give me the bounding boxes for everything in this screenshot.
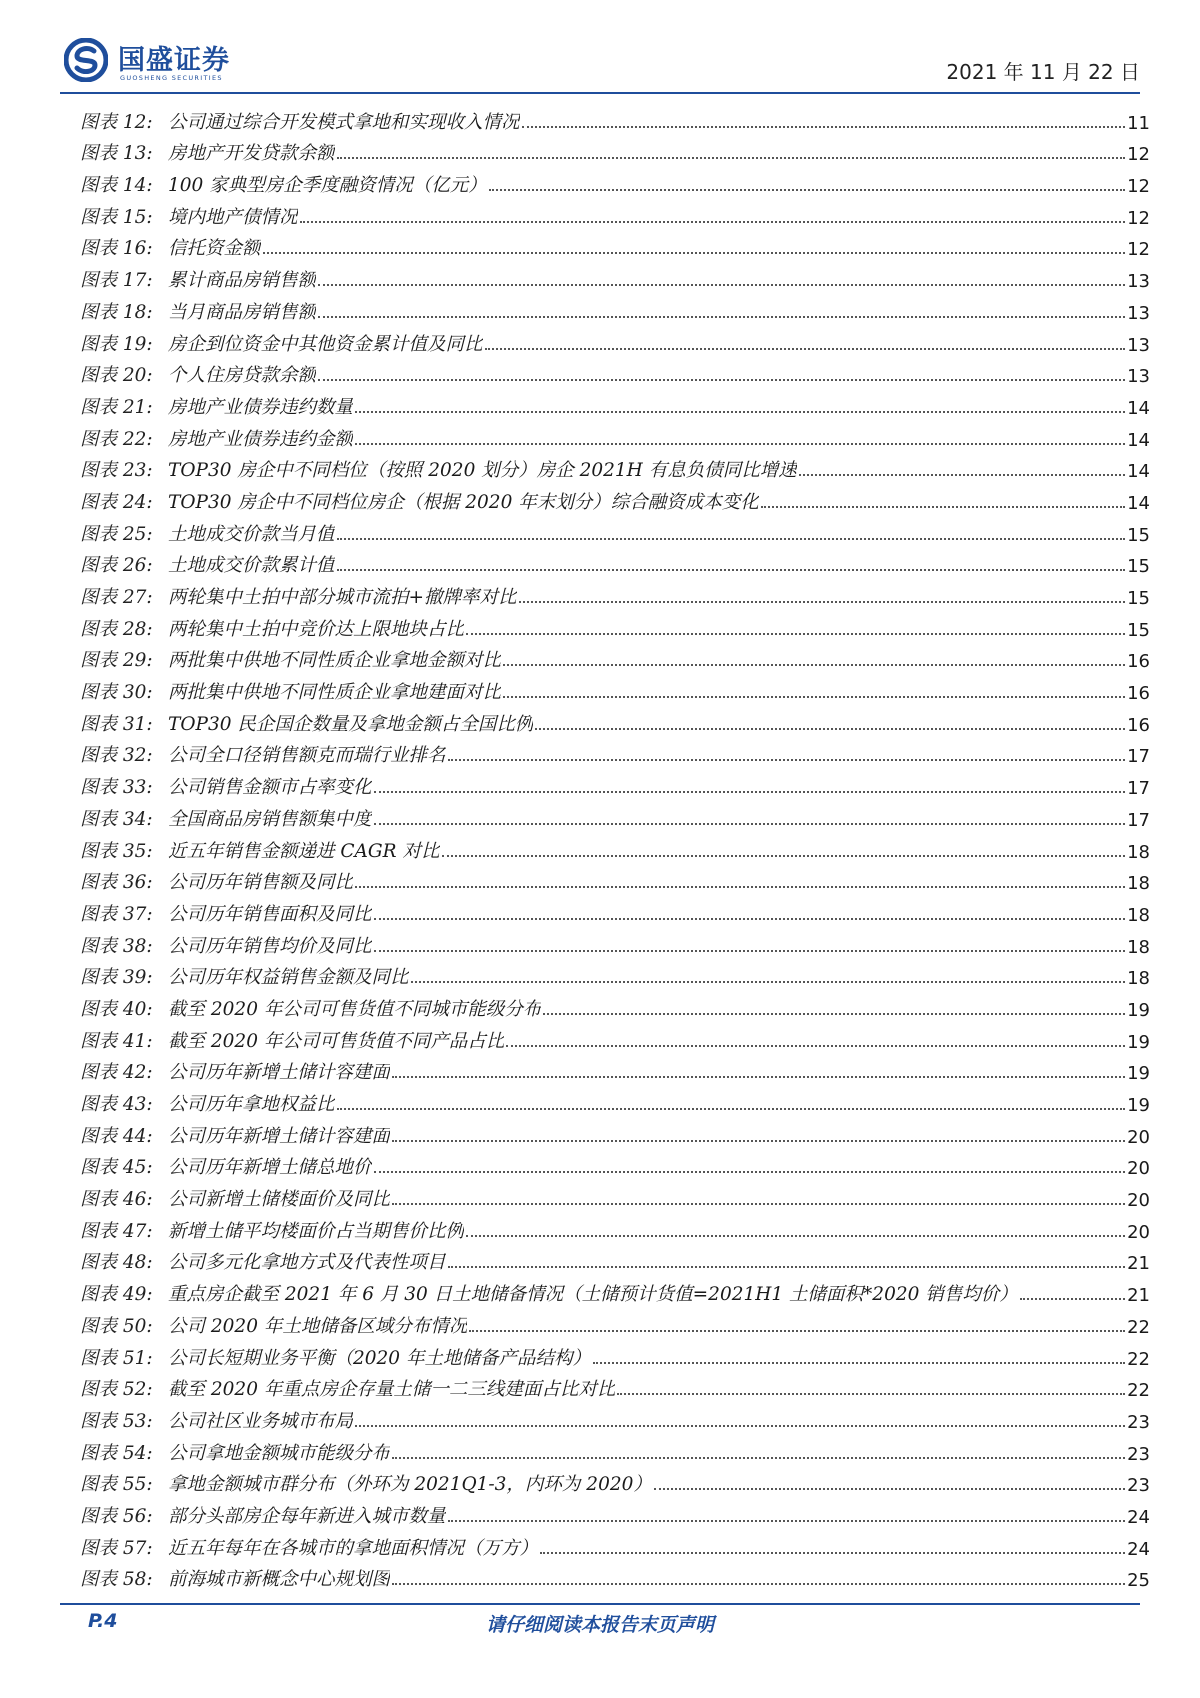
toc-entry-title: 公司通过综合开发模式拿地和实现收入情况 [168,111,520,133]
toc-entry[interactable] [80,1084,1150,1116]
toc-entry-title: 当月商品房销售额 [168,301,317,323]
toc-entry-label: 图表 28: [80,618,153,640]
toc-leader-dots [503,696,1125,698]
toc-entry-label: 图表 23: [80,460,153,482]
toc-leader-dots [503,664,1125,666]
toc-entry[interactable] [80,609,1150,641]
toc-entry-page: 13 [1127,271,1150,293]
toc-entry-title: 公司历年新增土储总地价 [168,1157,372,1179]
toc-entry-title: 公司销售金额市占率变化 [168,777,372,799]
toc-entry-title: 重点房企截至 2021 年 6 月 30 日土地储备情况（土储预计货值=2021H1 土储面积*2020 销售均价） [168,1284,1018,1306]
toc-entry-title: 公司长短期业务平衡（2020 年土地储备产品结构） [168,1347,591,1369]
toc-entry-label: 图表 54: [80,1442,153,1464]
toc-entry-label: 图表 27: [80,587,153,608]
toc-entry-page: 16 [1127,714,1150,736]
toc-entry-title: 新增土储平均楼面价占当期售价比例 [168,1220,465,1242]
toc-entry[interactable] [80,451,1150,483]
toc-leader-dots [617,1393,1125,1395]
toc-entry[interactable] [80,292,1150,324]
toc-entry[interactable] [80,1370,1150,1402]
toc-entry-page: 15 [1127,524,1150,546]
toc-entry-label: 图表 41: [80,1030,153,1052]
page-number: P.4 [88,1610,118,1632]
toc-entry-label: 图表 26: [80,555,153,577]
toc-entry[interactable] [80,641,1150,673]
figure-list [80,102,1150,1591]
toc-entry-page: 23 [1127,1475,1150,1497]
toc-entry[interactable] [80,1053,1150,1085]
toc-entry[interactable] [80,1338,1150,1370]
toc-entry[interactable] [80,1496,1150,1528]
toc-entry-label: 图表 20: [80,365,153,387]
footer-disclaimer: 请仔细阅读本报告末页声明 [485,1614,714,1636]
toc-leader-dots [448,1266,1126,1268]
toc-entry-label: 图表 40: [80,998,153,1020]
toc-entry-page: 14 [1127,397,1150,419]
toc-entry-label: 图表 38: [80,935,153,957]
toc-leader-dots [442,855,1126,857]
toc-entry-page: 21 [1127,1285,1150,1307]
toc-entry[interactable] [80,419,1150,451]
toc-entry[interactable] [80,1148,1150,1180]
toc-entry[interactable] [80,260,1150,292]
toc-entry-page: 19 [1127,1063,1150,1085]
toc-entry-label: 图表 51: [80,1347,153,1369]
toc-entry-label: 图表 25: [80,523,153,545]
toc-leader-dots [519,601,1126,603]
toc-entry[interactable] [80,704,1150,736]
toc-entry-label: 图表 50: [80,1315,153,1337]
toc-entry-label: 图表 24: [80,491,153,513]
toc-leader-dots [522,126,1126,128]
toc-entry-page: 23 [1127,1443,1150,1465]
toc-entry[interactable] [80,1401,1150,1433]
toc-entry-title: 两批集中供地不同性质企业拿地金额对比 [168,650,502,672]
toc-entry-title: 累计商品房销售额 [168,270,317,292]
toc-leader-dots [411,981,1126,983]
toc-leader-dots [761,506,1125,508]
toc-entry-page: 20 [1127,1190,1150,1212]
toc-entry-page: 19 [1127,1031,1150,1053]
toc-leader-dots [506,1045,1125,1047]
toc-leader-dots [355,1425,1125,1427]
toc-entry-title: 公司新增土储楼面价及同比 [168,1189,391,1211]
toc-entry-title: 拿地金额城市群分布（外环为 2021Q1-3，内环为 2020） [168,1474,652,1496]
toc-leader-dots [374,918,1126,920]
toc-leader-dots [318,316,1125,318]
toc-entry-page: 17 [1127,809,1150,831]
toc-entry-label: 图表 22: [80,428,153,450]
toc-entry-title: 全国商品房销售额集中度 [168,808,372,830]
toc-entry-title: 公司历年新增土储计容建面 [168,1125,391,1147]
toc-entry-label: 图表 37: [80,903,153,925]
toc-entry-page: 17 [1127,778,1150,800]
toc-entry-label: 图表 52: [80,1379,153,1401]
toc-entry-title: 近五年销售金额递进 CAGR 对比 [168,840,440,862]
guosheng-logo-icon [64,38,108,82]
toc-entry[interactable] [80,1179,1150,1211]
toc-leader-dots [355,443,1125,445]
toc-leader-dots [799,474,1125,476]
toc-entry-title: 公司历年权益销售金额及同比 [168,967,409,989]
toc-entry-page: 13 [1127,334,1150,356]
toc-entry-page: 24 [1127,1538,1150,1560]
toc-entry[interactable] [80,831,1150,863]
toc-leader-dots [355,886,1125,888]
toc-entry-page: 20 [1127,1126,1150,1148]
toc-entry-title: 近五年每年在各城市的拿地面积情况（万方） [168,1537,539,1559]
toc-entry-label: 图表 39: [80,967,153,989]
toc-entry[interactable] [80,165,1150,197]
toc-leader-dots [355,411,1125,413]
toc-entry-page: 19 [1127,999,1150,1021]
toc-leader-dots [392,1203,1125,1205]
toc-entry-label: 图表 55: [80,1474,153,1496]
toc-entry-title: 公司全口径销售额克而瑞行业排名 [168,745,446,767]
toc-entry-label: 图表 57: [80,1537,153,1559]
toc-entry[interactable] [80,799,1150,831]
toc-entry-label: 图表 31: [80,713,153,735]
toc-entry[interactable] [80,1243,1150,1275]
toc-entry-page: 16 [1127,651,1150,673]
toc-entry-page: 15 [1127,619,1150,641]
toc-leader-dots [1020,1298,1125,1300]
toc-entry-title: 个人住房贷款余额 [168,365,317,387]
toc-entry[interactable] [80,197,1150,229]
page-header [60,34,1140,90]
toc-entry-page: 15 [1127,556,1150,578]
toc-entry[interactable] [80,577,1150,609]
toc-entry-label: 图表 14: [80,175,153,197]
toc-leader-dots [374,823,1126,825]
toc-entry-label: 图表 19: [80,333,153,355]
toc-entry[interactable] [80,958,1150,990]
toc-entry-label: 图表 29: [80,650,153,672]
toc-leader-dots [392,1140,1125,1142]
toc-entry-title: 截至 2020 年重点房企存量土储一二三线建面占比对比 [168,1379,616,1401]
toc-entry-label: 图表 33: [80,777,153,799]
toc-leader-dots [593,1362,1125,1364]
toc-entry[interactable] [80,1021,1150,1053]
toc-leader-dots [448,759,1126,761]
toc-entry-page: 14 [1127,429,1150,451]
toc-leader-dots [543,1013,1125,1015]
toc-entry-title: 截至 2020 年公司可售货值不同产品占比 [168,1030,505,1052]
toc-entry-label: 图表 21: [80,396,153,418]
toc-entry-label: 图表 36: [80,872,153,894]
toc-entry-label: 图表 18: [80,301,153,323]
toc-entry-label: 图表 49: [80,1284,153,1306]
toc-entry-label: 图表 58: [80,1569,153,1591]
toc-entry-title: 公司历年销售额及同比 [168,872,354,894]
toc-entry-title: TOP30 民企国企数量及拿地金额占全国比例 [168,713,534,735]
toc-entry-title: 公司多元化拿地方式及代表性项目 [168,1252,446,1274]
toc-leader-dots [448,1520,1126,1522]
toc-entry-page: 15 [1127,588,1150,609]
toc-entry-page: 18 [1127,936,1150,958]
toc-leader-dots [318,284,1125,286]
toc-entry[interactable] [80,863,1150,895]
toc-entry[interactable] [80,1560,1150,1592]
toc-entry[interactable] [80,229,1150,261]
toc-leader-dots [337,569,1126,571]
toc-entry-label: 图表 42: [80,1062,153,1084]
toc-entry-label: 图表 43: [80,1094,153,1115]
toc-entry-page: 25 [1127,1570,1150,1592]
toc-entry-title: 公司历年新增土储计容建面 [168,1062,391,1084]
toc-entry-page: 14 [1127,461,1150,483]
toc-entry-label: 图表 13: [80,143,153,165]
toc-leader-dots [300,221,1126,223]
toc-entry-label: 图表 48: [80,1252,153,1274]
toc-leader-dots [485,348,1126,350]
toc-entry-title: 部分头部房企每年新进入城市数量 [168,1505,446,1527]
toc-entry-page: 22 [1127,1348,1150,1370]
toc-entry-title: 公司拿地金额城市能级分布 [168,1442,391,1464]
toc-leader-dots [392,1076,1125,1078]
toc-entry-title: TOP30 房企中不同档位房企（根据 2020 年末划分）综合融资成本变化 [168,491,759,513]
toc-entry-page: 21 [1127,1253,1150,1275]
toc-entry-label: 图表 35: [80,840,153,862]
toc-entry-title: 前海城市新概念中心规划图 [168,1569,391,1591]
toc-entry[interactable] [80,356,1150,388]
toc-entry-title: 两批集中供地不同性质企业拿地建面对比 [168,682,502,704]
toc-entry[interactable] [80,894,1150,926]
toc-leader-dots [337,538,1126,540]
toc-entry-title: 房地产业债券违约金额 [168,428,354,450]
toc-entry-label: 图表 17: [80,270,153,292]
toc-entry-page: 18 [1127,904,1150,926]
toc-entry[interactable] [80,1306,1150,1338]
toc-entry-title: TOP30 房企中不同档位（按照 2020 划分）房企 2021H 有息负债同比增速 [168,460,797,482]
toc-entry-title: 公司历年销售均价及同比 [168,935,372,957]
toc-leader-dots [654,1488,1125,1490]
toc-entry-label: 图表 45: [80,1157,153,1179]
toc-leader-dots [540,1552,1125,1554]
toc-entry-page: 23 [1127,1411,1150,1433]
toc-entry[interactable] [80,102,1150,134]
toc-entry-title: 公司社区业务城市布局 [168,1410,354,1432]
toc-entry[interactable] [80,1274,1150,1306]
toc-leader-dots [374,1171,1126,1173]
footer-divider [60,1603,1140,1605]
toc-leader-dots [535,728,1125,730]
toc-entry-page: 12 [1127,239,1150,261]
toc-entry-title: 两轮集中土拍中竞价达上限地块占比 [168,618,465,640]
toc-entry-page: 18 [1127,968,1150,990]
toc-entry-title: 截至 2020 年公司可售货值不同城市能级分布 [168,998,542,1020]
toc-entry[interactable] [80,736,1150,768]
toc-leader-dots [489,189,1125,191]
toc-entry[interactable] [80,1528,1150,1560]
toc-leader-dots [374,950,1126,952]
toc-entry[interactable] [80,387,1150,419]
toc-entry[interactable] [80,926,1150,958]
toc-entry-label: 图表 34: [80,808,153,830]
toc-entry-title: 100 家典型房企季度融资情况（亿元） [168,175,487,197]
toc-entry-label: 图表 53: [80,1410,153,1432]
toc-entry[interactable] [80,672,1150,704]
toc-entry[interactable] [80,1211,1150,1243]
report-date: 2021 年 11 月 22 日 [946,60,1140,84]
toc-leader-dots [374,791,1126,793]
brand-name-cn: 国盛证券 [118,45,230,76]
toc-entry-page: 12 [1127,176,1150,198]
toc-entry[interactable] [80,482,1150,514]
toc-leader-dots [469,1330,1125,1332]
toc-entry-label: 图表 30: [80,682,153,704]
toc-entry-label: 图表 46: [80,1189,153,1211]
toc-leader-dots [318,379,1125,381]
toc-entry-page: 17 [1127,746,1150,768]
toc-entry-page: 20 [1127,1221,1150,1243]
toc-entry-page: 19 [1127,1095,1150,1116]
toc-entry-title: 土地成交价款累计值 [168,555,335,577]
toc-entry-page: 11 [1127,112,1150,134]
toc-entry-label: 图表 47: [80,1220,153,1242]
toc-entry[interactable] [80,767,1150,799]
toc-entry-title: 两轮集中土拍中部分城市流拍+撤牌率对比 [168,587,517,608]
toc-entry-page: 22 [1127,1316,1150,1338]
toc-entry-title: 境内地产债情况 [168,206,298,228]
toc-entry-label: 图表 32: [80,745,153,767]
toc-entry[interactable] [80,989,1150,1021]
toc-entry-title: 公司历年销售面积及同比 [168,903,372,925]
toc-entry[interactable] [80,1465,1150,1497]
toc-entry-title: 房地产业债券违约数量 [168,396,354,418]
toc-leader-dots [392,1457,1125,1459]
toc-entry-label: 图表 56: [80,1505,153,1527]
toc-entry-label: 图表 16: [80,238,153,260]
toc-entry[interactable] [80,546,1150,578]
toc-leader-dots [337,157,1126,159]
brand-logo [60,34,380,90]
toc-entry-page: 18 [1127,873,1150,895]
toc-entry-page: 12 [1127,144,1150,166]
toc-entry-title: 土地成交价款当月值 [168,523,335,545]
toc-entry-title: 公司历年拿地权益比 [168,1094,335,1115]
toc-entry-title: 房地产开发贷款余额 [168,143,335,165]
toc-entry-page: 20 [1127,1158,1150,1180]
toc-entry-page: 18 [1127,841,1150,863]
toc-entry-page: 12 [1127,207,1150,229]
brand-name-en: GUOSHENG SECURITIES [120,74,223,82]
toc-entry-page: 24 [1127,1506,1150,1528]
toc-entry[interactable] [80,134,1150,166]
toc-entry-title: 公司 2020 年土地储备区域分布情况 [168,1315,468,1337]
toc-entry-title: 信托资金额 [168,238,261,260]
toc-entry-page: 13 [1127,302,1150,324]
toc-entry-label: 图表 12: [80,111,153,133]
toc-entry-page: 22 [1127,1380,1150,1402]
toc-entry[interactable] [80,324,1150,356]
toc-entry-page: 16 [1127,683,1150,705]
toc-entry[interactable] [80,1116,1150,1148]
toc-entry-page: 14 [1127,492,1150,514]
toc-entry-page: 13 [1127,366,1150,388]
toc-entry-label: 图表 44: [80,1125,153,1147]
toc-entry-title: 房企到位资金中其他资金累计值及同比 [168,333,483,355]
toc-entry[interactable] [80,1433,1150,1465]
toc-entry-label: 图表 15: [80,206,153,228]
toc-leader-dots [392,1583,1125,1585]
header-divider [60,92,1140,94]
toc-leader-dots [263,252,1126,254]
toc-entry[interactable] [80,514,1150,546]
toc-leader-dots [466,1235,1125,1237]
toc-leader-dots [337,1108,1126,1110]
toc-leader-dots [466,633,1125,635]
